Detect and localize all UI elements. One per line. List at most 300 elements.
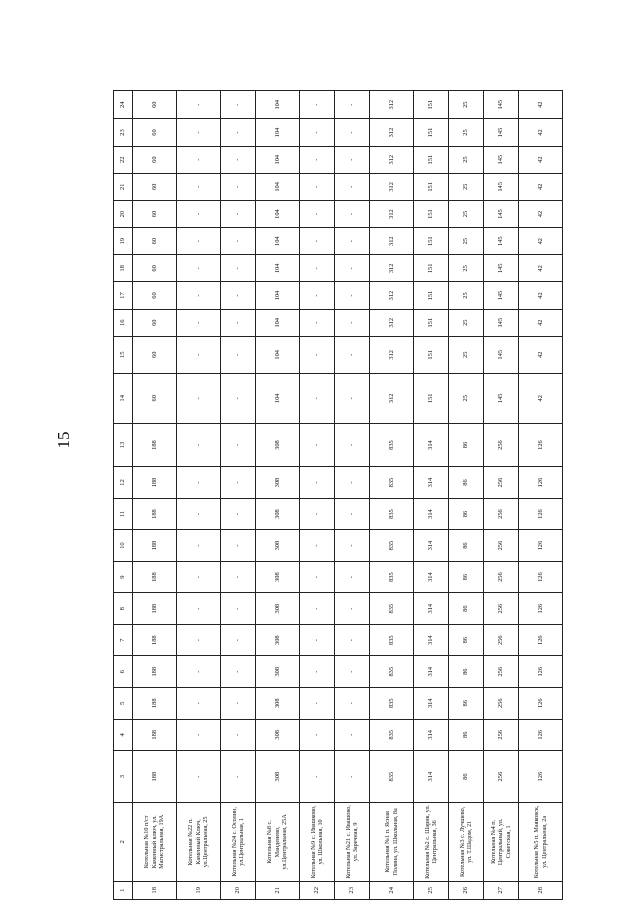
value-cell: -: [221, 530, 256, 562]
value-cell: 145: [484, 228, 519, 255]
column-header-cell: 17: [114, 282, 133, 309]
value-cell: -: [335, 561, 370, 593]
value-cell: -: [300, 751, 335, 803]
boiler-name-cell: Котельная №2 с. Шарик, ул. Центральная, 36: [414, 803, 449, 881]
value-cell: -: [221, 228, 256, 255]
table-row: [414, 91, 449, 900]
column-header-cell: 24: [114, 91, 133, 119]
value-cell: 104: [256, 146, 300, 173]
value-cell: 42: [519, 146, 563, 173]
value-cell: 835: [370, 751, 414, 803]
value-cell: 314: [414, 530, 449, 562]
column-header-cell: 14: [114, 373, 133, 423]
row-number-cell: 26: [449, 881, 484, 899]
value-cell: 60: [133, 91, 177, 119]
value-cell: 25: [449, 228, 484, 255]
value-cell: -: [221, 467, 256, 499]
value-cell: 256: [484, 687, 519, 719]
value-cell: 188: [133, 530, 177, 562]
page-number: 15: [54, 431, 73, 449]
value-cell: 86: [449, 687, 484, 719]
value-cell: 308: [256, 498, 300, 530]
value-cell: 104: [256, 255, 300, 282]
value-cell: -: [221, 593, 256, 625]
row-number-cell: 22: [300, 881, 335, 899]
value-cell: 188: [133, 656, 177, 688]
value-cell: 145: [484, 91, 519, 119]
value-cell: -: [300, 687, 335, 719]
value-cell: 256: [484, 719, 519, 751]
value-cell: 42: [519, 255, 563, 282]
boiler-name-cell: Котельная №8 с. Манденево, ул.Центральная, 25А: [256, 803, 300, 881]
value-cell: 104: [256, 373, 300, 423]
value-cell: 188: [133, 687, 177, 719]
value-cell: 151: [414, 119, 449, 146]
value-cell: 25: [449, 255, 484, 282]
value-cell: -: [177, 373, 221, 423]
value-cell: 308: [256, 656, 300, 688]
value-cell: -: [221, 173, 256, 200]
value-cell: -: [221, 656, 256, 688]
value-cell: 42: [519, 373, 563, 423]
row-number-cell: 27: [484, 881, 519, 899]
value-cell: -: [335, 173, 370, 200]
value-cell: 145: [484, 200, 519, 227]
boiler-name-cell: Котельная №21 с. Ивашово, ул. Заречная, 9: [335, 803, 370, 881]
value-cell: 145: [484, 336, 519, 373]
value-cell: -: [335, 530, 370, 562]
value-cell: 835: [370, 687, 414, 719]
value-cell: 314: [414, 467, 449, 499]
value-cell: -: [221, 336, 256, 373]
value-cell: -: [221, 146, 256, 173]
table-row: [335, 91, 370, 900]
value-cell: -: [300, 228, 335, 255]
value-cell: 314: [414, 719, 449, 751]
value-cell: -: [335, 336, 370, 373]
value-cell: -: [335, 687, 370, 719]
value-cell: -: [177, 173, 221, 200]
value-cell: 104: [256, 200, 300, 227]
column-header-cell: 7: [114, 624, 133, 656]
value-cell: -: [177, 91, 221, 119]
value-cell: 308: [256, 467, 300, 499]
value-cell: -: [335, 228, 370, 255]
value-cell: 256: [484, 656, 519, 688]
value-cell: 126: [519, 751, 563, 803]
value-cell: 145: [484, 173, 519, 200]
value-cell: -: [335, 91, 370, 119]
column-header-cell: 13: [114, 423, 133, 466]
value-cell: 314: [414, 624, 449, 656]
value-cell: -: [221, 373, 256, 423]
value-cell: 86: [449, 423, 484, 466]
value-cell: -: [335, 309, 370, 336]
value-cell: 314: [414, 656, 449, 688]
value-cell: 86: [449, 467, 484, 499]
value-cell: -: [177, 309, 221, 336]
value-cell: 60: [133, 228, 177, 255]
value-cell: 42: [519, 119, 563, 146]
value-cell: 151: [414, 255, 449, 282]
value-cell: 314: [414, 687, 449, 719]
value-cell: -: [221, 561, 256, 593]
value-cell: 312: [370, 228, 414, 255]
value-cell: -: [177, 282, 221, 309]
value-cell: 42: [519, 309, 563, 336]
value-cell: 151: [414, 282, 449, 309]
value-cell: -: [221, 200, 256, 227]
value-cell: 60: [133, 200, 177, 227]
value-cell: -: [221, 255, 256, 282]
value-cell: 312: [370, 91, 414, 119]
row-number-cell: 20: [221, 881, 256, 899]
value-cell: 312: [370, 146, 414, 173]
value-cell: 145: [484, 282, 519, 309]
value-cell: 314: [414, 423, 449, 466]
value-cell: 86: [449, 656, 484, 688]
value-cell: -: [177, 593, 221, 625]
value-cell: 104: [256, 228, 300, 255]
value-cell: -: [335, 119, 370, 146]
value-cell: 188: [133, 624, 177, 656]
table-row: [221, 91, 256, 900]
value-cell: 104: [256, 336, 300, 373]
value-cell: 308: [256, 719, 300, 751]
value-cell: 25: [449, 309, 484, 336]
value-cell: 314: [414, 593, 449, 625]
value-cell: 86: [449, 593, 484, 625]
column-header-cell: 12: [114, 467, 133, 499]
value-cell: -: [335, 282, 370, 309]
boiler-name-cell: Котельная №4 п. Центральный, ул. Советская, 1: [484, 803, 519, 881]
value-cell: 188: [133, 593, 177, 625]
table-row: [133, 91, 177, 900]
value-cell: -: [177, 255, 221, 282]
value-cell: -: [335, 200, 370, 227]
value-cell: 126: [519, 467, 563, 499]
value-cell: 308: [256, 423, 300, 466]
value-cell: 60: [133, 119, 177, 146]
value-cell: -: [300, 719, 335, 751]
value-cell: 256: [484, 561, 519, 593]
boiler-name-cell: Котельная №10 п/ст Каменный ключ, ул. Магистральная, 19А: [133, 803, 177, 881]
boiler-name-cell: Котельная №5 п. Маяковск, ул. Центральная, 2а: [519, 803, 563, 881]
value-cell: -: [300, 593, 335, 625]
value-cell: 256: [484, 751, 519, 803]
value-cell: 308: [256, 624, 300, 656]
value-cell: -: [300, 146, 335, 173]
value-cell: 256: [484, 423, 519, 466]
value-cell: 256: [484, 624, 519, 656]
column-header-cell: 15: [114, 336, 133, 373]
value-cell: -: [300, 255, 335, 282]
value-cell: -: [177, 200, 221, 227]
value-cell: 42: [519, 200, 563, 227]
value-cell: 126: [519, 593, 563, 625]
value-cell: 312: [370, 200, 414, 227]
table-row: [519, 91, 563, 900]
column-header-cell: 8: [114, 593, 133, 625]
column-header-cell: 20: [114, 200, 133, 227]
value-cell: 151: [414, 173, 449, 200]
value-cell: -: [300, 467, 335, 499]
value-cell: -: [300, 282, 335, 309]
value-cell: -: [221, 119, 256, 146]
value-cell: 256: [484, 530, 519, 562]
value-cell: 835: [370, 530, 414, 562]
value-cell: -: [177, 423, 221, 466]
value-cell: 126: [519, 561, 563, 593]
value-cell: 126: [519, 656, 563, 688]
data-table: [113, 90, 563, 900]
value-cell: -: [335, 593, 370, 625]
value-cell: 145: [484, 119, 519, 146]
column-header-cell: 2: [114, 803, 133, 881]
value-cell: 25: [449, 173, 484, 200]
value-cell: -: [221, 423, 256, 466]
table-container: [113, 90, 548, 900]
value-cell: 126: [519, 498, 563, 530]
value-cell: -: [300, 624, 335, 656]
column-header-cell: 3: [114, 751, 133, 803]
value-cell: -: [300, 173, 335, 200]
value-cell: -: [177, 467, 221, 499]
value-cell: 104: [256, 309, 300, 336]
value-cell: 835: [370, 561, 414, 593]
value-cell: -: [221, 719, 256, 751]
value-cell: 151: [414, 91, 449, 119]
value-cell: 314: [414, 751, 449, 803]
value-cell: -: [335, 146, 370, 173]
value-cell: -: [335, 498, 370, 530]
value-cell: -: [300, 200, 335, 227]
value-cell: -: [177, 656, 221, 688]
column-header-cell: 19: [114, 228, 133, 255]
value-cell: 151: [414, 373, 449, 423]
value-cell: -: [177, 751, 221, 803]
boiler-name-cell: Котельная №24 с. Осолин, ул.Центральная, 1: [221, 803, 256, 881]
value-cell: -: [300, 91, 335, 119]
value-cell: 256: [484, 467, 519, 499]
value-cell: 188: [133, 467, 177, 499]
value-cell: -: [221, 687, 256, 719]
value-cell: 151: [414, 146, 449, 173]
value-cell: 151: [414, 200, 449, 227]
value-cell: 86: [449, 719, 484, 751]
column-header-cell: 16: [114, 309, 133, 336]
value-cell: -: [335, 255, 370, 282]
column-header-cell: 5: [114, 687, 133, 719]
value-cell: -: [221, 498, 256, 530]
column-header-cell: 22: [114, 146, 133, 173]
value-cell: 126: [519, 530, 563, 562]
value-cell: -: [177, 146, 221, 173]
value-cell: -: [300, 423, 335, 466]
value-cell: 145: [484, 373, 519, 423]
boiler-name-cell: Котельная №9 с. Ивашково, ул. Школьная, 10: [300, 803, 335, 881]
value-cell: 42: [519, 336, 563, 373]
value-cell: 60: [133, 282, 177, 309]
value-cell: 308: [256, 751, 300, 803]
value-cell: 835: [370, 498, 414, 530]
value-cell: 312: [370, 119, 414, 146]
row-number-cell: 25: [414, 881, 449, 899]
value-cell: 126: [519, 423, 563, 466]
value-cell: 151: [414, 309, 449, 336]
boiler-name-cell: Котельная №22 п. Каменный Ключ, ул.Центральная, 25: [177, 803, 221, 881]
value-cell: 60: [133, 146, 177, 173]
row-number-cell: 28: [519, 881, 563, 899]
table-header-row: [114, 91, 133, 900]
value-cell: 835: [370, 467, 414, 499]
value-cell: 25: [449, 119, 484, 146]
value-cell: 145: [484, 146, 519, 173]
table-row: [256, 91, 300, 900]
value-cell: 256: [484, 498, 519, 530]
value-cell: 145: [484, 255, 519, 282]
value-cell: 60: [133, 373, 177, 423]
value-cell: -: [221, 309, 256, 336]
value-cell: -: [177, 561, 221, 593]
value-cell: -: [335, 423, 370, 466]
value-cell: -: [335, 624, 370, 656]
value-cell: -: [300, 119, 335, 146]
value-cell: -: [300, 373, 335, 423]
value-cell: 151: [414, 336, 449, 373]
value-cell: 25: [449, 91, 484, 119]
row-number-cell: 23: [335, 881, 370, 899]
value-cell: -: [221, 751, 256, 803]
value-cell: -: [221, 91, 256, 119]
value-cell: 86: [449, 751, 484, 803]
value-cell: -: [335, 656, 370, 688]
value-cell: -: [221, 282, 256, 309]
value-cell: 188: [133, 561, 177, 593]
table-row: [300, 91, 335, 900]
column-header-cell: 18: [114, 255, 133, 282]
value-cell: 835: [370, 423, 414, 466]
value-cell: 104: [256, 91, 300, 119]
value-cell: 126: [519, 624, 563, 656]
boiler-name-cell: Котельная №3 с. Лучшево, ул. Т.Шадом, 21: [449, 803, 484, 881]
value-cell: -: [221, 624, 256, 656]
value-cell: -: [335, 467, 370, 499]
value-cell: -: [177, 498, 221, 530]
column-header-cell: 10: [114, 530, 133, 562]
value-cell: 60: [133, 173, 177, 200]
value-cell: 86: [449, 498, 484, 530]
rotated-table-frame: [113, 90, 548, 900]
value-cell: 145: [484, 309, 519, 336]
column-header-cell: 11: [114, 498, 133, 530]
value-cell: 86: [449, 530, 484, 562]
row-number-cell: 18: [133, 881, 177, 899]
value-cell: 104: [256, 119, 300, 146]
value-cell: 188: [133, 423, 177, 466]
value-cell: -: [300, 498, 335, 530]
value-cell: 126: [519, 687, 563, 719]
value-cell: 256: [484, 593, 519, 625]
value-cell: 308: [256, 687, 300, 719]
value-cell: 25: [449, 336, 484, 373]
value-cell: 42: [519, 91, 563, 119]
value-cell: 60: [133, 309, 177, 336]
value-cell: 308: [256, 561, 300, 593]
value-cell: 835: [370, 656, 414, 688]
value-cell: -: [177, 687, 221, 719]
value-cell: -: [300, 656, 335, 688]
column-header-cell: 21: [114, 173, 133, 200]
value-cell: 312: [370, 309, 414, 336]
value-cell: 312: [370, 255, 414, 282]
value-cell: 86: [449, 561, 484, 593]
value-cell: 835: [370, 593, 414, 625]
column-header-cell: 23: [114, 119, 133, 146]
value-cell: -: [177, 530, 221, 562]
value-cell: 42: [519, 282, 563, 309]
table-row: [370, 91, 414, 900]
value-cell: -: [177, 336, 221, 373]
value-cell: 42: [519, 228, 563, 255]
value-cell: 86: [449, 624, 484, 656]
value-cell: 104: [256, 173, 300, 200]
value-cell: 126: [519, 719, 563, 751]
value-cell: 188: [133, 751, 177, 803]
value-cell: -: [177, 719, 221, 751]
value-cell: 25: [449, 282, 484, 309]
value-cell: 312: [370, 336, 414, 373]
value-cell: 835: [370, 719, 414, 751]
column-header-cell: 6: [114, 656, 133, 688]
column-header-cell: 9: [114, 561, 133, 593]
row-number-cell: 24: [370, 881, 414, 899]
table-row: [484, 91, 519, 900]
value-cell: -: [300, 530, 335, 562]
value-cell: -: [335, 719, 370, 751]
value-cell: 25: [449, 200, 484, 227]
value-cell: 312: [370, 173, 414, 200]
value-cell: -: [177, 228, 221, 255]
value-cell: -: [335, 373, 370, 423]
value-cell: -: [335, 751, 370, 803]
value-cell: 188: [133, 498, 177, 530]
value-cell: 312: [370, 282, 414, 309]
table-row: [177, 91, 221, 900]
value-cell: 314: [414, 561, 449, 593]
value-cell: 25: [449, 373, 484, 423]
value-cell: 308: [256, 593, 300, 625]
value-cell: -: [177, 624, 221, 656]
column-header-cell: 4: [114, 719, 133, 751]
row-number-cell: 21: [256, 881, 300, 899]
boiler-name-cell: Котельная №1 п. Ясная Поляна, ул. Школьная, 8а: [370, 803, 414, 881]
value-cell: -: [177, 119, 221, 146]
value-cell: 104: [256, 282, 300, 309]
value-cell: 314: [414, 498, 449, 530]
value-cell: 308: [256, 530, 300, 562]
row-number-cell: 19: [177, 881, 221, 899]
column-header-cell: 1: [114, 881, 133, 899]
value-cell: -: [300, 561, 335, 593]
value-cell: 188: [133, 719, 177, 751]
value-cell: -: [300, 336, 335, 373]
table-row: [449, 91, 484, 900]
value-cell: -: [300, 309, 335, 336]
value-cell: 60: [133, 255, 177, 282]
value-cell: 60: [133, 336, 177, 373]
value-cell: 312: [370, 373, 414, 423]
